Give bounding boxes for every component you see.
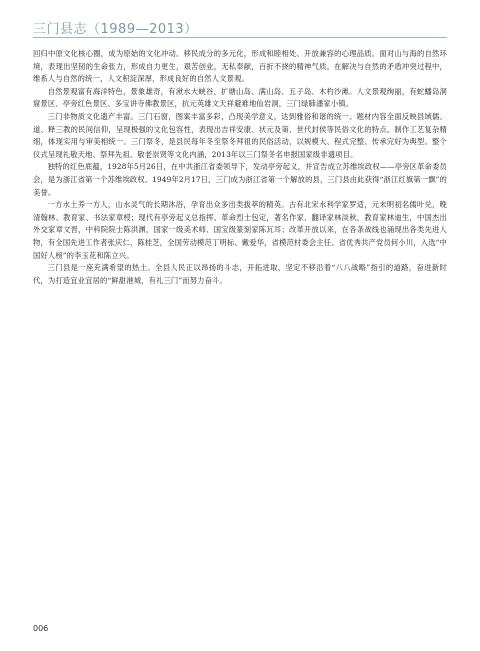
page-number: 006	[33, 624, 49, 633]
paragraph-red-history: 独特的红色底蕴，1928年5月26日，在中共浙江省委领导下，发动亭旁起义，并宣告成立苏维埃政权——亭旁区革命委员会，是为浙江省第一个苏维埃政权。1949年2月17日，三门成为浙江省第一个解放的县，三门县由此获得“浙江红旗第一飘”的美誉。	[33, 162, 447, 197]
paragraph-heritage: 三门非物质文化遗产丰富。三门石窗，图案丰富多彩，凸现美学意义，达到雅俗和谐的统一。题材内容全面反映县域儒、道、释三教的民间信仰，呈现极强的文化包容性，表现出吉祥安康、状元及第、世代封侯等民俗文化的特点。制作工艺复杂精细，体现实用与审美相统一。三门祭冬，是县民每年冬至祭冬拜祖的民俗活动，以规模大、程式完整、传承完好为典型。整个仪式呈现礼敬天地、祭拜先祖、敬老崇贤等文化内涵，2013年以三门祭冬名申报国家级非遗项目。	[33, 111, 447, 159]
paragraph-notable-people: 一方水土养一方人，山水灵气的长期沐浴，孕育出众多出类拔萃的精英。古有北宋水利学家罗适，元末明初名儒叶兑，晚清翰林、教育家、书法家章梫；现代有亭旁起义总指挥、革命烈士包定，著名作家、翻译家林淡秋，教育家林迪生，中国杰出外交家章文晋，中科院院士陈洪渊，国家一级美术师、国宝级篆刻家陈瓦耳；改革开放以来，在各条战线也涌现出各类先进人物，有全国先进工作者张庆仁、陈桂芝，全国劳动模范丁明标、戴爱华，省模范村委会主任、省优秀共产党员何小川，入选“中国好人榜”的李玉花和陈立兴。	[33, 200, 447, 260]
paragraph-continued: 回归中原文化核心圈，成为原始的文化冲动。移民成分的多元化，形成和睦相处、开放兼容的心理品质。面对山与海的自然环境，表现出坚韧的生命张力，形成自力更生，艰苦创业，无私奉献，百折不挠的精神气质。在解决与自然的矛盾冲突过程中，维系人与自然的统一，人文积淀深厚，形成良好的自然人文景观。	[33, 49, 447, 84]
paragraph-closing: 三门县是一座充满希望的热土。全县人民正以昂扬的斗志，开拓进取，坚定不移沿着“八八战略”指引的道路，奋进新时代，为打造宜业宜居的“鲜甜港城，有礼三门”而努力奋斗。	[33, 263, 447, 285]
header-rule	[33, 37, 447, 38]
running-head: 三门县志（1989—2013）	[33, 22, 198, 37]
paragraph-landscape: 自然景观富有海洋特色，景象雄奇，有湫水大峡谷、扩塘山岛、满山岛、五子岛、木杓沙滩。人文景观绚丽，有蛇蟠岛洞窟景区、亭旁红色景区、多宝讲寺佛教景区，抗元英雄文天祥避难地仙岩洞，三门绿肺潘家小镇。	[33, 86, 447, 109]
body-text	[33, 48, 447, 287]
